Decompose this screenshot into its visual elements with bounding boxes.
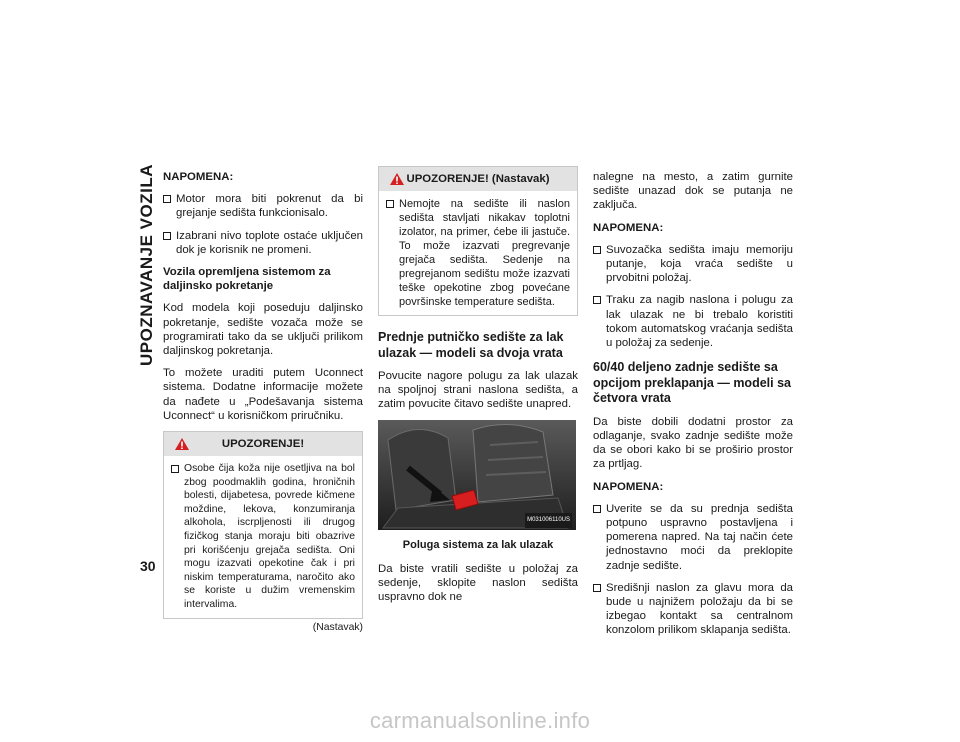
warning-box — [163, 431, 363, 619]
heading-front-seat: Prednje putničko sedište za lak ulazak — modeli sa dvoja vrata — [378, 330, 564, 360]
continued-label: (Nastavak) — [312, 621, 363, 633]
image-code: M031006110US — [525, 513, 572, 527]
checkbox-bullet-icon — [593, 505, 601, 513]
warning-triangle-icon — [389, 172, 405, 186]
seat-lever-photo — [378, 420, 576, 530]
middle-column — [378, 166, 578, 612]
list-item: Suvozačka sedišta imaju memoriju putanje, koja vraća sedište u prvobitni položaj. — [593, 243, 793, 286]
checkbox-bullet-icon — [386, 200, 394, 208]
paragraph: Da biste dobili dodatni prostor za odlaganje, svako zadnje sedište može da se obori kako bi se proširio prostor za prtljag. — [593, 415, 793, 471]
list-item: Nemojte na sedište ili naslon sedišta stavljati nikakav toplotni izolator, na primer, ćebe ili jastuče. To može izazvati pregrevanje grejača sedišta. Sedenje na pregrejanom sedištu može izazvati teške opekotine zbog povećane površinske temperature sedišta. — [386, 197, 570, 309]
warning-title: UPOZORENJE! — [221, 437, 305, 450]
list-item: Središnji naslon za glavu mora da bude u najnižem položaju da bi se izbegao kontakt sa centralnom konzolom prilikom sklapanja sedišta. — [593, 581, 793, 638]
warning-body — [379, 191, 577, 315]
note-label: NAPOMENA: — [593, 221, 664, 234]
right-column — [593, 170, 793, 646]
warning-body — [164, 456, 362, 618]
list-item: Motor mora biti pokrenut da bi grejanje sedišta funkcionisalo. — [163, 192, 363, 220]
checkbox-bullet-icon — [593, 296, 601, 304]
heading-rear-seat: 60/40 deljeno zadnje sedište sa opcijom preklapanja — modeli sa četvora vrata — [593, 360, 791, 406]
warning-box-continued — [378, 166, 578, 316]
paragraph: Povucite nagore polugu za lak ulazak na spoljnoj strani naslona sedišta, a zatim povucite čitavo sedište unapred. — [378, 370, 578, 411]
warning-header — [164, 432, 362, 456]
checkbox-bullet-icon — [163, 232, 171, 240]
section-side-title — [135, 165, 159, 365]
list-item: Osobe čija koža nije osetljiva na bol zbog poodmaklih godina, hroničnih bolesti, dijabetesa, povrede kičmene moždine, lekova, konzumiranja alkohola, iscrpljenosti ili drugog fizičkog stanja moraju biti obazrive pri korišćenju grejača sedišta. Oni mogu izazvati opekotine čak i pri niskim temperaturama, naročito ako se koriste u dužim vremenskim intervalima. — [171, 462, 355, 612]
checkbox-bullet-icon — [171, 465, 179, 473]
left-column — [163, 170, 363, 635]
warning-title: UPOZORENJE! (Nastavak) — [406, 172, 550, 185]
section-side-title-text: UPOZNAVANJE VOZILA — [137, 164, 156, 366]
list-item: Izabrani nivo toplote ostaće uključen dok je korisnik ne promeni. — [163, 229, 363, 257]
warning-triangle-icon — [174, 437, 190, 451]
checkbox-bullet-icon — [593, 584, 601, 592]
paragraph: Kod modela koji poseduju daljinsko pokretanje, sedište vozača može se programirati tako da se uključi prilikom daljinskog pokretanja. — [163, 302, 363, 358]
list-item: Traku za nagib naslona i polugu za lak ulazak ne bi trebalo koristiti tokom automatskog vraćanja sedišta u položaj za sedenje. — [593, 293, 793, 350]
note-label: NAPOMENA: — [163, 171, 234, 183]
checkbox-bullet-icon — [163, 195, 171, 203]
paragraph: To možete uraditi putem Uconnect sistema. Dodatne informacije možete da nađete u „Podešavanja sistema Uconnect“ u korisničkom priručniku. — [163, 367, 363, 422]
image-caption: Poluga sistema za lak ulazak — [402, 538, 554, 551]
page-number: 30 — [140, 558, 156, 574]
watermark: carmanualsonline.info — [369, 708, 591, 733]
note-label: NAPOMENA: — [593, 480, 664, 493]
checkbox-bullet-icon — [593, 246, 601, 254]
list-item: Uverite se da su prednja sedišta potpuno uspravno postavljena i pomerena napred. Na taj način ćete jednostavno moći da preklopite zadnje sedište. — [593, 502, 793, 573]
warning-header — [379, 167, 577, 191]
heading-remote-start: Vozila opremljena sistemom za daljinsko pokretanje — [163, 266, 331, 293]
paragraph: Da biste vratili sedište u položaj za sedenje, sklopite naslon sedišta uspravno dok ne — [378, 562, 578, 604]
paragraph: nalegne na mesto, a zatim gurnite sedište unazad dok se putanja ne zaključa. — [593, 171, 793, 212]
